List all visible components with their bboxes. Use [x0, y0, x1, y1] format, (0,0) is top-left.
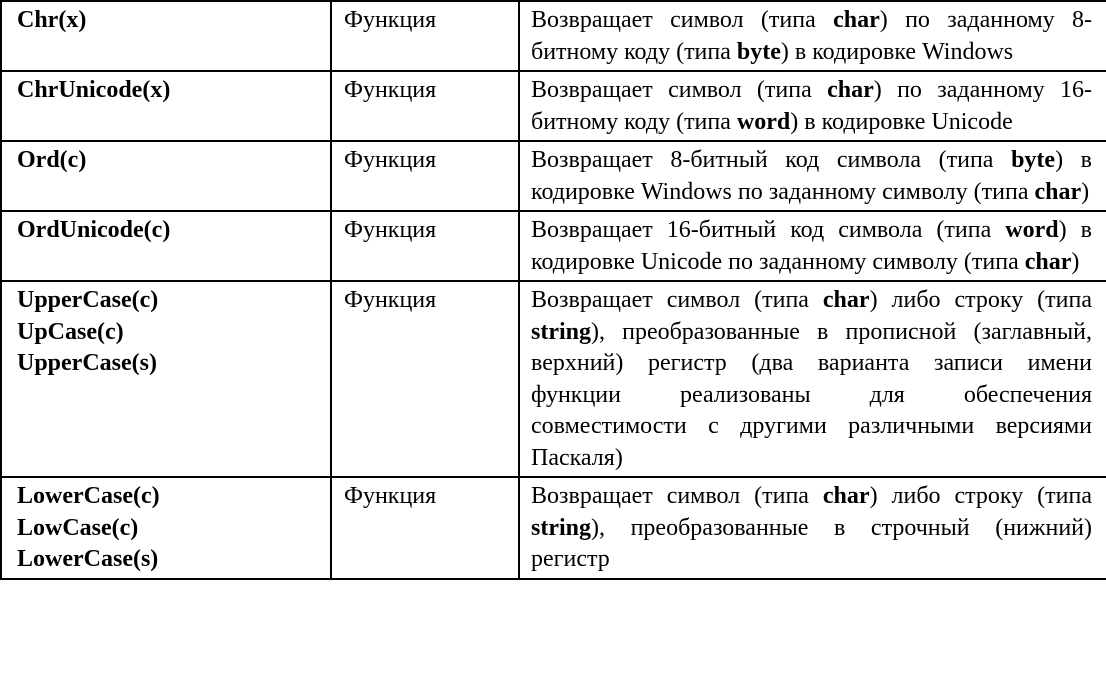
- type-keyword: byte: [1011, 147, 1056, 173]
- function-name: Chr(x): [17, 7, 87, 33]
- type-keyword: char: [1034, 178, 1082, 205]
- table-row: [1, 211, 1106, 281]
- description-cell: [519, 211, 1106, 281]
- description-cell: [519, 281, 1106, 477]
- function-name-cell: [1, 477, 331, 579]
- description-text: ) в кодировке Windows: [780, 38, 1014, 65]
- description-text: Возвращает символ (типа: [531, 7, 834, 33]
- description-text: ) в кодировке Unicode по заданному символу (типа: [531, 217, 1092, 275]
- function-name: LowCase(c): [17, 514, 139, 541]
- function-name: LowerCase(c): [17, 483, 160, 509]
- description-text: ) в кодировке Unicode: [790, 108, 1013, 135]
- kind-cell: Функция: [331, 141, 519, 211]
- description-text: ) по заданному 16-битному коду (типа: [531, 77, 1092, 135]
- description-text: ): [1081, 178, 1090, 205]
- type-keyword: char: [822, 483, 870, 509]
- type-keyword: string: [531, 318, 591, 345]
- table-row: [1, 1, 1106, 71]
- table-body: [1, 1, 1106, 579]
- description-text: Возвращает символ (типа: [531, 287, 823, 313]
- description-text: Возвращает символ (типа: [531, 483, 823, 509]
- description-text: Возвращает 8-битный код символа (типа: [531, 147, 1012, 173]
- table-row: [1, 141, 1106, 211]
- function-name: Ord(c): [17, 147, 87, 173]
- description-cell: [519, 477, 1106, 579]
- kind-cell: Функция: [331, 71, 519, 141]
- description-text: ) либо строку (типа: [869, 483, 1092, 509]
- type-keyword: char: [827, 77, 874, 103]
- description-text: ), преобразованные в строчный (нижний) регистр: [531, 514, 1092, 572]
- description-text: Возвращает 16-битный код символа (типа: [531, 217, 1006, 243]
- description-text: ) либо строку (типа: [869, 287, 1092, 313]
- function-name: ChrUnicode(x): [17, 77, 171, 103]
- table-row: [1, 71, 1106, 141]
- type-keyword: char: [1024, 248, 1072, 275]
- type-keyword: byte: [736, 38, 781, 65]
- function-name-cell: [1, 141, 331, 211]
- description-cell: [519, 141, 1106, 211]
- table-row: [1, 281, 1106, 477]
- function-name: UpperCase(s): [17, 350, 157, 376]
- description-text: ) по заданному 8-битному коду (типа: [531, 7, 1092, 65]
- description-text: ) в кодировке Windows по заданному символу (типа: [531, 147, 1092, 205]
- function-name-cell: [1, 281, 331, 477]
- function-name-cell: [1, 211, 331, 281]
- table-row: [1, 477, 1106, 579]
- type-keyword: word: [1005, 217, 1059, 243]
- function-name: UpperCase(c): [17, 287, 159, 313]
- type-keyword: char: [833, 7, 880, 33]
- function-name-cell: [1, 71, 331, 141]
- kind-cell: Функция: [331, 211, 519, 281]
- description-text: ): [1071, 248, 1080, 275]
- kind-cell: Функция: [331, 1, 519, 71]
- kind-cell: Функция: [331, 477, 519, 579]
- function-name-cell: [1, 1, 331, 71]
- function-name: LowerCase(s): [17, 546, 159, 572]
- kind-cell: Функция: [331, 281, 519, 477]
- type-keyword: string: [531, 514, 591, 541]
- type-keyword: char: [822, 287, 870, 313]
- type-keyword: word: [736, 108, 791, 135]
- description-cell: [519, 1, 1106, 71]
- description-text: Возвращает символ (типа: [531, 77, 828, 103]
- function-name: UpCase(c): [17, 318, 124, 345]
- description-text: ), преобразованные в прописной (заглавный, верхний) регистр (два варианта записи имени функции реализованы для обеспечения совместимости с другими различными версиями Паскаля): [531, 318, 1092, 471]
- function-name: OrdUnicode(c): [17, 217, 171, 243]
- description-cell: [519, 71, 1106, 141]
